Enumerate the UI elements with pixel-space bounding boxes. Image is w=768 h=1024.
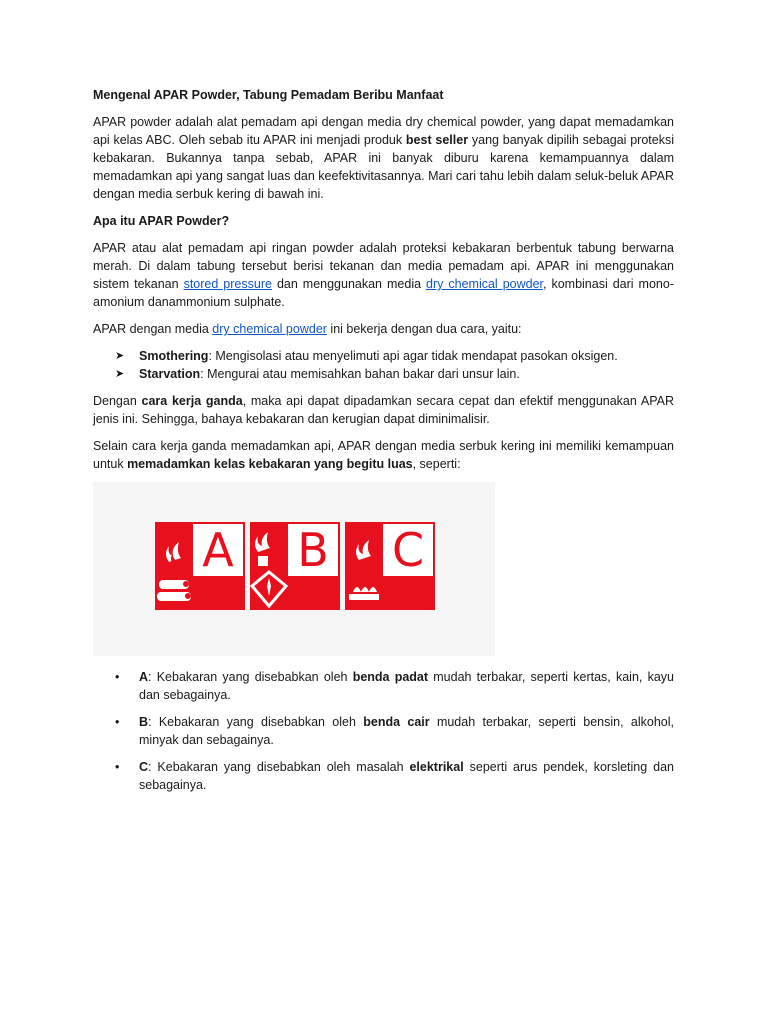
fire-class-c-lower (383, 578, 435, 610)
class-text-1: : Kebakaran yang disebabkan oleh (148, 715, 364, 729)
double-action-text-1: Dengan (93, 394, 142, 408)
article-body (93, 86, 674, 803)
intro-text-2: yang banyak dipilih sebagai proteksi kebakaran. Bukannya tanpa sebab, APAR ini banyak diburu karena kemampuannya dalam memadamkan api yang sangat luas dan keefektivitasannya. Mari cari tahu lebih dalam seluk-beluk APAR dengan media serbuk kering di bawah ini. (93, 133, 674, 201)
fire-class-list (93, 668, 674, 794)
intro-paragraph (93, 113, 674, 203)
method-term: Smothering (139, 349, 209, 363)
fire-class-a-box (193, 522, 245, 610)
class-text-2: mudah terbakar, seperti bensin, alkohol, minyak dan sebagainya. (139, 715, 674, 747)
section-heading: Apa itu APAR Powder? (93, 214, 230, 228)
method-description: : Mengisolasi atau menyelimuti api agar tidak mendapat pasokan oksigen. (208, 349, 618, 363)
fire-class-a-symbol (155, 522, 245, 610)
fire-class-letter-a: A (193, 522, 245, 578)
list-item (115, 668, 674, 704)
dry-chemical-powder-link[interactable]: dry chemical powder (426, 277, 543, 291)
class-bold: benda cair (363, 715, 430, 729)
methods-intro-text-2: ini bekerja dengan dua cara, yaitu: (326, 322, 522, 336)
methods-intro-text-1: APAR dengan media (93, 322, 213, 336)
fire-class-c-box (383, 522, 435, 610)
double-action-text-2: , maka api dapat dipadamkan secara cepat dan efektif menggunakan APAR jenis ini. Sehingga, bahaya kebakaran dan kerugian dapat diminimalisir. (93, 394, 674, 426)
fire-class-symbols (155, 522, 440, 610)
fire-class-b-symbol (250, 522, 340, 610)
article-title: Mengenal APAR Powder, Tabung Pemadam Beribu Manfaat (93, 88, 444, 102)
liquid-drum-icon (250, 522, 288, 610)
class-term: A (139, 670, 149, 684)
dry-chemical-powder-link-2[interactable]: dry chemical powder (212, 322, 327, 336)
list-item (115, 365, 674, 383)
definition-text-1: APAR atau alat pemadam api ringan powder adalah proteksi kebakaran berbentuk tabung berwarna merah. Di dalam tabung tersebut berisi tekanan dan media pemadam api. APAR ini menggunakan sistem tekanan (93, 241, 674, 291)
class-term: B (139, 715, 149, 729)
intro-bold-best-seller: best seller (405, 133, 469, 147)
class-text-1: : Kebakaran yang disebabkan oleh (148, 670, 353, 684)
definition-paragraph (93, 239, 674, 311)
wood-logs-icon (155, 522, 193, 610)
fire-classes-intro-text-1: Selain cara kerja ganda memadamkan api, APAR dengan media serbuk kering ini memiliki kemampuan untuk (93, 439, 674, 471)
method-description: : Mengurai atau memisahkan bahan bakar dari unsur lain. (200, 367, 520, 381)
arrow-bullet-icon: ➤ (115, 368, 125, 380)
list-item (115, 713, 674, 749)
intro-text-1: APAR powder adalah alat pemadam api dengan media dry chemical powder, yang dapat memadamkan api kelas ABC. Oleh sebab itu APAR ini menjadi produk (93, 115, 674, 147)
double-action-bold: cara kerja ganda (141, 394, 243, 408)
class-text-2: mudah terbakar, seperti kertas, kain, kayu dan sebagainya. (139, 670, 674, 702)
double-action-paragraph (93, 392, 674, 428)
fire-class-c-symbol (345, 522, 435, 610)
fire-classes-intro-text-2: , seperti: (412, 457, 461, 471)
stored-pressure-link[interactable]: stored pressure (183, 277, 272, 291)
list-item (115, 758, 674, 794)
method-term: Starvation (139, 367, 201, 381)
definition-text-3: , kombinasi dari mono-amonium danammonium sulphate. (93, 277, 674, 309)
class-text-1: : Kebakaran yang disebabkan oleh masalah (148, 760, 410, 774)
fire-class-letter-c: C (383, 522, 435, 578)
methods-list (93, 347, 674, 383)
definition-text-2: dan menggunakan media (271, 277, 427, 291)
class-text-2: seperti arus pendek, korsleting dan sebagainya. (139, 760, 674, 792)
methods-intro-paragraph (93, 320, 674, 338)
fire-class-b-lower (288, 578, 340, 610)
list-item (115, 347, 674, 365)
fire-class-b-box (288, 522, 340, 610)
class-bold: elektrikal (409, 760, 464, 774)
arrow-bullet-icon: ➤ (115, 350, 125, 362)
class-term: C (139, 760, 149, 774)
fire-class-a-lower (193, 578, 245, 610)
class-bold: benda padat (352, 670, 429, 684)
gas-burner-icon (345, 522, 383, 610)
fire-classes-intro-bold: memadamkan kelas kebakaran yang begitu luas (127, 457, 413, 471)
fire-class-letter-b: B (288, 522, 340, 578)
fire-classes-intro-paragraph (93, 437, 674, 473)
fire-class-image (93, 482, 495, 656)
